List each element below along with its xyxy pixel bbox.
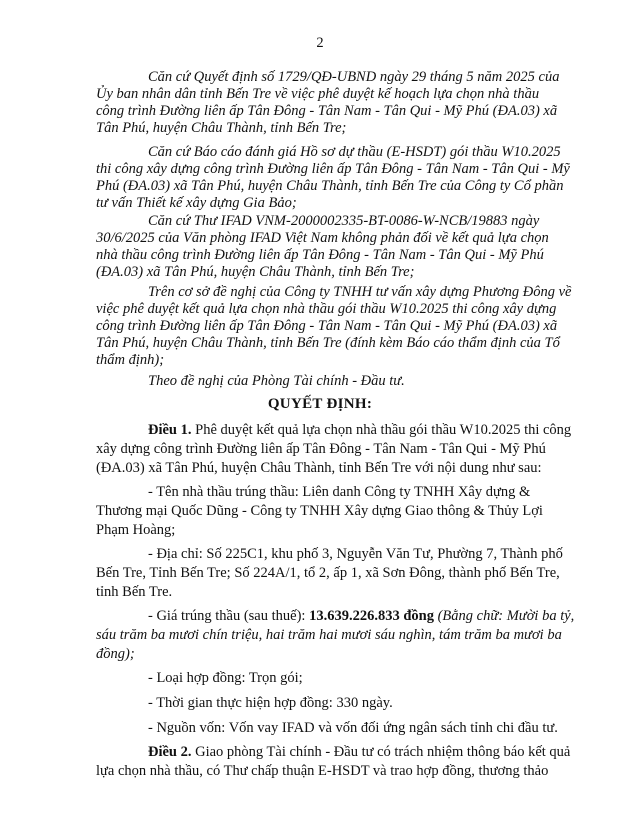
text-line: 30/6/2025 của Văn phòng IFAD Việt Nam không phản đối về kết quả lựa chọn	[96, 230, 549, 246]
text-line: công trình Đường liên ấp Tân Đông - Tân Nam - Tân Qui - Mỹ Phú (ĐA.03) xã	[96, 103, 558, 119]
text-line: - Địa chỉ: Số 225C1, khu phố 3, Nguyễn Văn Tư, Phường 7, Thành phố	[148, 546, 563, 562]
text-line: Phạm Hoàng;	[96, 522, 176, 538]
text-line: tỉnh Bến Tre.	[96, 584, 173, 600]
text-line: sáu trăm ba mươi chín triệu, hai trăm hai mươi sáu nghìn, tám trăm ba mươi ba	[96, 627, 562, 643]
text-line: việc phê duyệt kết quả lựa chọn nhà thầu gói thầu W10.2025 thi công xây dựng	[96, 301, 557, 317]
text-line: lựa chọn nhà thầu, có Thư chấp thuận E-HSDT và trao hợp đồng, thương thảo	[96, 763, 549, 779]
text-line: thẩm định);	[96, 352, 165, 368]
text-line: (ĐA.03) xã Tân Phú, huyện Châu Thành, tỉnh Bến Tre với nội dung như sau:	[96, 460, 542, 476]
page-number: 2	[316, 35, 324, 51]
text-line: Trên cơ sở đề nghị của Công ty TNHH tư vấn xây dựng Phương Đông về	[148, 284, 572, 300]
nguon-von: - Nguồn vốn: Vốn vay IFAD và vốn đối ứng ngân sách tỉnh chi đầu tư.	[148, 720, 558, 736]
text-line: tư vấn Thiết kế xây dựng Gia Bảo;	[96, 195, 297, 211]
decision-heading: QUYẾT ĐỊNH:	[267, 396, 373, 412]
dieu-2-first-line	[148, 743, 570, 761]
text-line: Phú (ĐA.03) xã Tân Phú, huyện Châu Thành, tỉnh Bến Tre của Công ty Cổ phần	[96, 178, 564, 194]
text-line: Bến Tre, Tỉnh Bến Tre; Số 224A/1, tổ 2, ấp 1, xã Sơn Đông, thành phố Bến Tre,	[96, 565, 560, 581]
theo-de-nghi-line: Theo đề nghị của Phòng Tài chính - Đầu tư.	[148, 373, 405, 389]
text-line: Ủy ban nhân dân tỉnh Bến Tre về việc phê duyệt kế hoạch lựa chọn nhà thầu	[96, 86, 540, 102]
gia-words: (Bằng chữ: Mười ba tỷ,	[433, 608, 575, 624]
text-line: công trình Đường liên ấp Tân Đông - Tân Nam - Tân Qui - Mỹ Phú (ĐA.03) xã	[96, 318, 558, 334]
gia-trung-thau-first-line	[148, 607, 574, 625]
text-line: Căn cứ Quyết định số 1729/QĐ-UBND ngày 29 tháng 5 năm 2025 của	[148, 69, 560, 85]
text-line: - Tên nhà thầu trúng thầu: Liên danh Công ty TNHH Xây dựng &	[148, 484, 531, 500]
text-line: Căn cứ Báo cáo đánh giá Hồ sơ dự thầu (E-HSDT) gói thầu W10.2025	[148, 144, 561, 160]
dieu-2-label: Điều 2.	[148, 744, 192, 760]
gia-amount: 13.639.226.833 đồng	[309, 608, 434, 624]
text-line: xây dựng công trình Đường liên ấp Tân Đông - Tân Nam - Tân Qui - Mỹ Phú	[96, 441, 546, 457]
dieu-1-text: Phê duyệt kết quả lựa chọn nhà thầu gói thầu W10.2025 thi công	[191, 422, 572, 438]
text-line: Thương mại Quốc Dũng - Công ty TNHH Xây dựng Giao thông & Thủy Lợi	[96, 503, 543, 519]
dieu-1-first-line	[148, 421, 571, 439]
dieu-2-text: Giao phòng Tài chính - Đầu tư có trách nhiệm thông báo kết quả	[191, 744, 571, 760]
text-line: Căn cứ Thư IFAD VNM-2000002335-BT-0086-W-NCB/19883 ngày	[148, 213, 540, 229]
text-line: Tân Phú, huyện Châu Thành, tỉnh Bến Tre (đính kèm Báo cáo thẩm định của Tổ	[96, 335, 560, 351]
gia-label: - Giá trúng thầu (sau thuế):	[148, 608, 310, 624]
text-line: Tân Phú, huyện Châu Thành, tỉnh Bến Tre;	[96, 120, 347, 136]
dieu-1-label: Điều 1.	[148, 422, 192, 438]
loai-hop-dong: - Loại hợp đồng: Trọn gói;	[148, 670, 303, 686]
text-line: (ĐA.03) xã Tân Phú, huyện Châu Thành, tỉnh Bến Tre;	[96, 264, 415, 280]
thoi-gian-thuc-hien: - Thời gian thực hiện hợp đồng: 330 ngày.	[148, 695, 393, 711]
text-line: đồng);	[96, 646, 135, 662]
text-line: nhà thầu công trình Đường liên ấp Tân Đông - Tân Nam - Tân Qui - Mỹ Phú	[96, 247, 544, 263]
text-line: thi công xây dựng công trình Đường liên ấp Tân Đông - Tân Nam - Tân Qui - Mỹ	[96, 161, 570, 177]
